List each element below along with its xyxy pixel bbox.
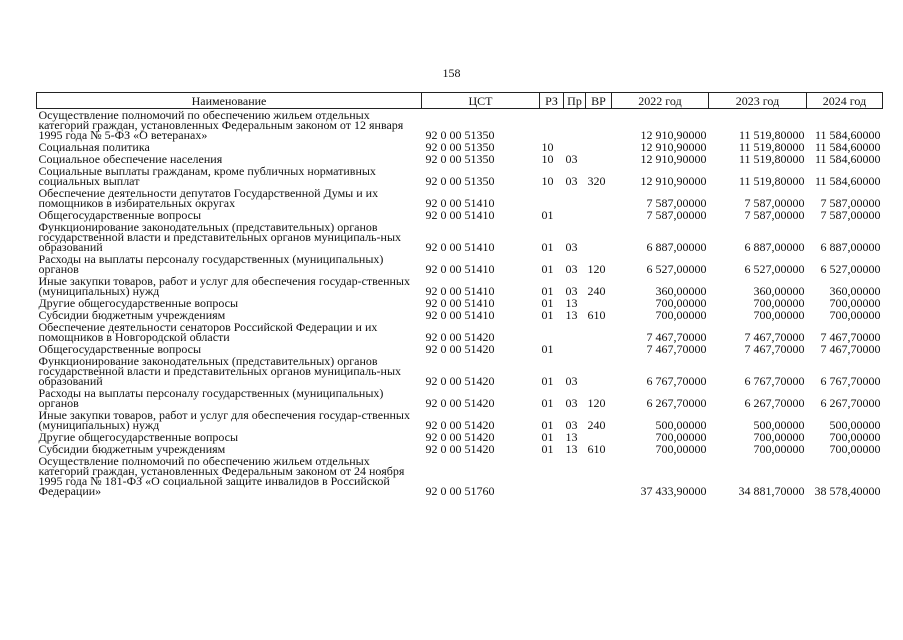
- row-vr: [586, 209, 612, 221]
- row-name: Расходы на выплаты персоналу государственных (муниципальных) органов: [38, 386, 384, 410]
- row-pr: 13: [565, 442, 578, 456]
- row-vr: [586, 187, 612, 209]
- row-value-2024: 700,00000: [829, 296, 881, 310]
- row-vr: 120: [587, 396, 606, 410]
- row-value-2022: 6 267,70000: [646, 396, 707, 410]
- row-rz: 01: [541, 296, 554, 310]
- row-name: Осуществление полномочий по обеспечению жильем отдельных категорий граждан, установленных Федеральным законом от 24 ноября 1995 года № 181-ФЗ «О социальной защите инвалидов в Российской Федерации»: [38, 454, 405, 498]
- header-2022: 2022 год: [612, 93, 709, 109]
- row-value-2022: 500,00000: [655, 418, 707, 432]
- row-pr: 03: [565, 284, 578, 298]
- row-pr: 03: [565, 152, 578, 166]
- row-value-2022: 7 587,00000: [646, 208, 707, 222]
- row-value-2024: 11 584,60000: [814, 152, 881, 166]
- row-value-2024: 700,00000: [829, 430, 881, 444]
- row-value-2023: 11 519,80000: [738, 152, 805, 166]
- table-header-row: [37, 93, 883, 109]
- table-row: [37, 321, 883, 343]
- row-value-2024: 11 584,60000: [814, 128, 881, 142]
- row-value-2023: 34 881,70000: [738, 484, 805, 498]
- row-rz: 01: [541, 308, 554, 322]
- header-cst: ЦСТ: [422, 93, 540, 109]
- row-name: Функционирование законодательных (представительных) органов государственной власти и представительных органов муниципаль-ных образований: [38, 220, 402, 254]
- table-row: [37, 355, 883, 387]
- row-pr: [564, 343, 586, 355]
- row-value-2022: 700,00000: [655, 296, 707, 310]
- header-vr: ВР: [586, 93, 612, 109]
- row-cst: 92 0 00 51410: [425, 196, 495, 210]
- row-vr: 240: [587, 284, 606, 298]
- row-name: Иные закупки товаров, работ и услуг для обеспечения государ-ственных (муниципальных) нужд: [38, 274, 410, 298]
- row-cst: 92 0 00 51350: [425, 174, 495, 188]
- table-row: [37, 187, 883, 209]
- row-value-2024: 7 467,70000: [820, 330, 881, 344]
- page-number: 158: [442, 66, 461, 80]
- row-value-2022: 12 910,90000: [640, 152, 707, 166]
- row-value-2024: 11 584,60000: [814, 174, 881, 188]
- row-name: Обеспечение деятельности депутатов Государственной Думы и их помощников в избирательных округах: [38, 186, 379, 210]
- row-value-2023: 11 519,80000: [738, 140, 805, 154]
- row-name: Социальная политика: [38, 140, 150, 154]
- row-value-2024: 6 767,70000: [820, 374, 881, 388]
- row-rz: 01: [541, 396, 554, 410]
- row-rz: [540, 321, 564, 343]
- row-rz: 10: [541, 174, 554, 188]
- row-vr: [586, 153, 612, 165]
- row-value-2024: 360,00000: [829, 284, 881, 298]
- row-value-2023: 7 587,00000: [744, 196, 805, 210]
- row-name: Осуществление полномочий по обеспечению жильем отдельных категорий граждан, установленных Федеральным законом от 12 января 1995 года № 5-ФЗ «О ветеранах»: [38, 108, 404, 142]
- row-value-2024: 6 887,00000: [820, 240, 881, 254]
- row-value-2024: 11 584,60000: [814, 140, 881, 154]
- row-vr: [586, 455, 612, 497]
- row-pr: 03: [565, 174, 578, 188]
- table-row: [37, 109, 883, 142]
- row-value-2024: 6 527,00000: [820, 262, 881, 276]
- row-vr: 240: [587, 418, 606, 432]
- row-rz: 01: [541, 284, 554, 298]
- row-value-2024: 7 587,00000: [820, 196, 881, 210]
- row-name: Субсидии бюджетным учреждениям: [38, 442, 226, 456]
- row-value-2023: 11 519,80000: [738, 174, 805, 188]
- row-name: Другие общегосударственные вопросы: [38, 430, 239, 444]
- row-rz: 01: [541, 418, 554, 432]
- row-pr: 03: [565, 262, 578, 276]
- row-value-2022: 12 910,90000: [640, 140, 707, 154]
- row-value-2023: 7 467,70000: [744, 342, 805, 356]
- row-vr: 610: [587, 308, 606, 322]
- row-name: Общегосударственные вопросы: [38, 342, 202, 356]
- row-value-2023: 700,00000: [753, 442, 805, 456]
- row-cst: 92 0 00 51410: [425, 208, 495, 222]
- row-pr: [564, 321, 586, 343]
- row-name: Расходы на выплаты персоналу государственных (муниципальных) органов: [38, 252, 384, 276]
- row-cst: 92 0 00 51410: [425, 296, 495, 310]
- row-value-2024: 500,00000: [829, 418, 881, 432]
- row-name: Социальные выплаты гражданам, кроме публичных нормативных социальных выплат: [38, 164, 376, 188]
- table-row: [37, 253, 883, 275]
- row-rz: 01: [541, 374, 554, 388]
- row-value-2022: 360,00000: [655, 284, 707, 298]
- row-cst: 92 0 00 51350: [425, 140, 495, 154]
- row-vr: [586, 221, 612, 253]
- row-pr: 13: [565, 308, 578, 322]
- row-rz: [540, 187, 564, 209]
- row-vr: [586, 355, 612, 387]
- row-cst: 92 0 00 51420: [425, 342, 495, 356]
- row-value-2023: 11 519,80000: [738, 128, 805, 142]
- row-rz: 01: [541, 430, 554, 444]
- row-value-2024: 700,00000: [829, 442, 881, 456]
- row-value-2024: 7 587,00000: [820, 208, 881, 222]
- row-pr: 13: [565, 430, 578, 444]
- row-value-2023: 6 767,70000: [744, 374, 805, 388]
- row-value-2023: 6 887,00000: [744, 240, 805, 254]
- table-row: [37, 275, 883, 297]
- table-row: [37, 387, 883, 409]
- row-vr: [586, 141, 612, 153]
- row-name: Иные закупки товаров, работ и услуг для обеспечения государ-ственных (муниципальных) нужд: [38, 408, 410, 432]
- header-rz: РЗ: [540, 93, 564, 109]
- row-cst: 92 0 00 51410: [425, 262, 495, 276]
- row-pr: [564, 187, 586, 209]
- row-value-2022: 700,00000: [655, 430, 707, 444]
- row-value-2022: 6 767,70000: [646, 374, 707, 388]
- budget-table: [36, 92, 883, 497]
- row-value-2022: 700,00000: [655, 308, 707, 322]
- row-vr: 610: [587, 442, 606, 456]
- row-value-2023: 7 587,00000: [744, 208, 805, 222]
- row-rz: 01: [541, 208, 554, 222]
- row-value-2023: 700,00000: [753, 296, 805, 310]
- header-name: Наименование: [37, 93, 422, 109]
- row-rz: [540, 109, 564, 142]
- row-pr: 03: [565, 374, 578, 388]
- row-vr: [586, 109, 612, 142]
- table-row: [37, 221, 883, 253]
- row-cst: 92 0 00 51350: [425, 128, 495, 142]
- row-rz: 10: [541, 152, 554, 166]
- row-pr: 13: [565, 296, 578, 310]
- row-value-2023: 500,00000: [753, 418, 805, 432]
- row-name: Функционирование законодательных (представительных) органов государственной власти и представительных органов муниципаль-ных образований: [38, 354, 402, 388]
- row-rz: 10: [541, 140, 554, 154]
- row-cst: 92 0 00 51350: [425, 152, 495, 166]
- row-value-2024: 38 578,40000: [814, 484, 881, 498]
- row-value-2023: 360,00000: [753, 284, 805, 298]
- row-cst: 92 0 00 51410: [425, 240, 495, 254]
- row-pr: 03: [565, 240, 578, 254]
- row-value-2024: 700,00000: [829, 308, 881, 322]
- table-row: [37, 455, 883, 497]
- row-pr: [564, 209, 586, 221]
- header-2023: 2023 год: [709, 93, 807, 109]
- row-value-2022: 7 467,70000: [646, 330, 707, 344]
- row-cst: 92 0 00 51420: [425, 442, 495, 456]
- row-rz: 01: [541, 240, 554, 254]
- row-pr: 03: [565, 418, 578, 432]
- row-value-2022: 7 467,70000: [646, 342, 707, 356]
- row-cst: 92 0 00 51420: [425, 418, 495, 432]
- row-rz: 01: [541, 442, 554, 456]
- row-vr: [586, 321, 612, 343]
- row-value-2022: 7 587,00000: [646, 196, 707, 210]
- row-value-2022: 37 433,90000: [640, 484, 707, 498]
- table-body: [37, 109, 883, 498]
- row-rz: 01: [541, 262, 554, 276]
- row-value-2022: 700,00000: [655, 442, 707, 456]
- row-cst: 92 0 00 51410: [425, 308, 495, 322]
- row-name: Общегосударственные вопросы: [38, 208, 202, 222]
- row-name: Социальное обеспечение населения: [38, 152, 223, 166]
- row-value-2023: 6 527,00000: [744, 262, 805, 276]
- row-value-2022: 6 887,00000: [646, 240, 707, 254]
- row-pr: 03: [565, 396, 578, 410]
- row-cst: 92 0 00 51760: [425, 484, 495, 498]
- row-value-2022: 12 910,90000: [640, 128, 707, 142]
- row-cst: 92 0 00 51420: [425, 430, 495, 444]
- row-cst: 92 0 00 51420: [425, 330, 495, 344]
- row-value-2022: 12 910,90000: [640, 174, 707, 188]
- row-cst: 92 0 00 51420: [425, 374, 495, 388]
- row-name: Обеспечение деятельности сенаторов Российской Федерации и их помощников в Новгородской области: [38, 320, 378, 344]
- row-vr: [586, 343, 612, 355]
- header-2024: 2024 год: [807, 93, 883, 109]
- row-rz: [540, 455, 564, 497]
- row-pr: [564, 455, 586, 497]
- row-value-2022: 6 527,00000: [646, 262, 707, 276]
- row-vr: 120: [587, 262, 606, 276]
- row-rz: 01: [541, 342, 554, 356]
- row-value-2024: 7 467,70000: [820, 342, 881, 356]
- row-cst: 92 0 00 51410: [425, 284, 495, 298]
- row-cst: 92 0 00 51420: [425, 396, 495, 410]
- table-row: [37, 165, 883, 187]
- table-row: [37, 409, 883, 431]
- row-pr: [564, 109, 586, 142]
- row-vr: 320: [587, 174, 606, 188]
- row-name: Субсидии бюджетным учреждениям: [38, 308, 226, 322]
- row-value-2023: 700,00000: [753, 430, 805, 444]
- row-value-2024: 6 267,70000: [820, 396, 881, 410]
- row-value-2023: 7 467,70000: [744, 330, 805, 344]
- row-value-2023: 6 267,70000: [744, 396, 805, 410]
- row-name: Другие общегосударственные вопросы: [38, 296, 239, 310]
- row-value-2023: 700,00000: [753, 308, 805, 322]
- header-pr: Пр: [564, 93, 586, 109]
